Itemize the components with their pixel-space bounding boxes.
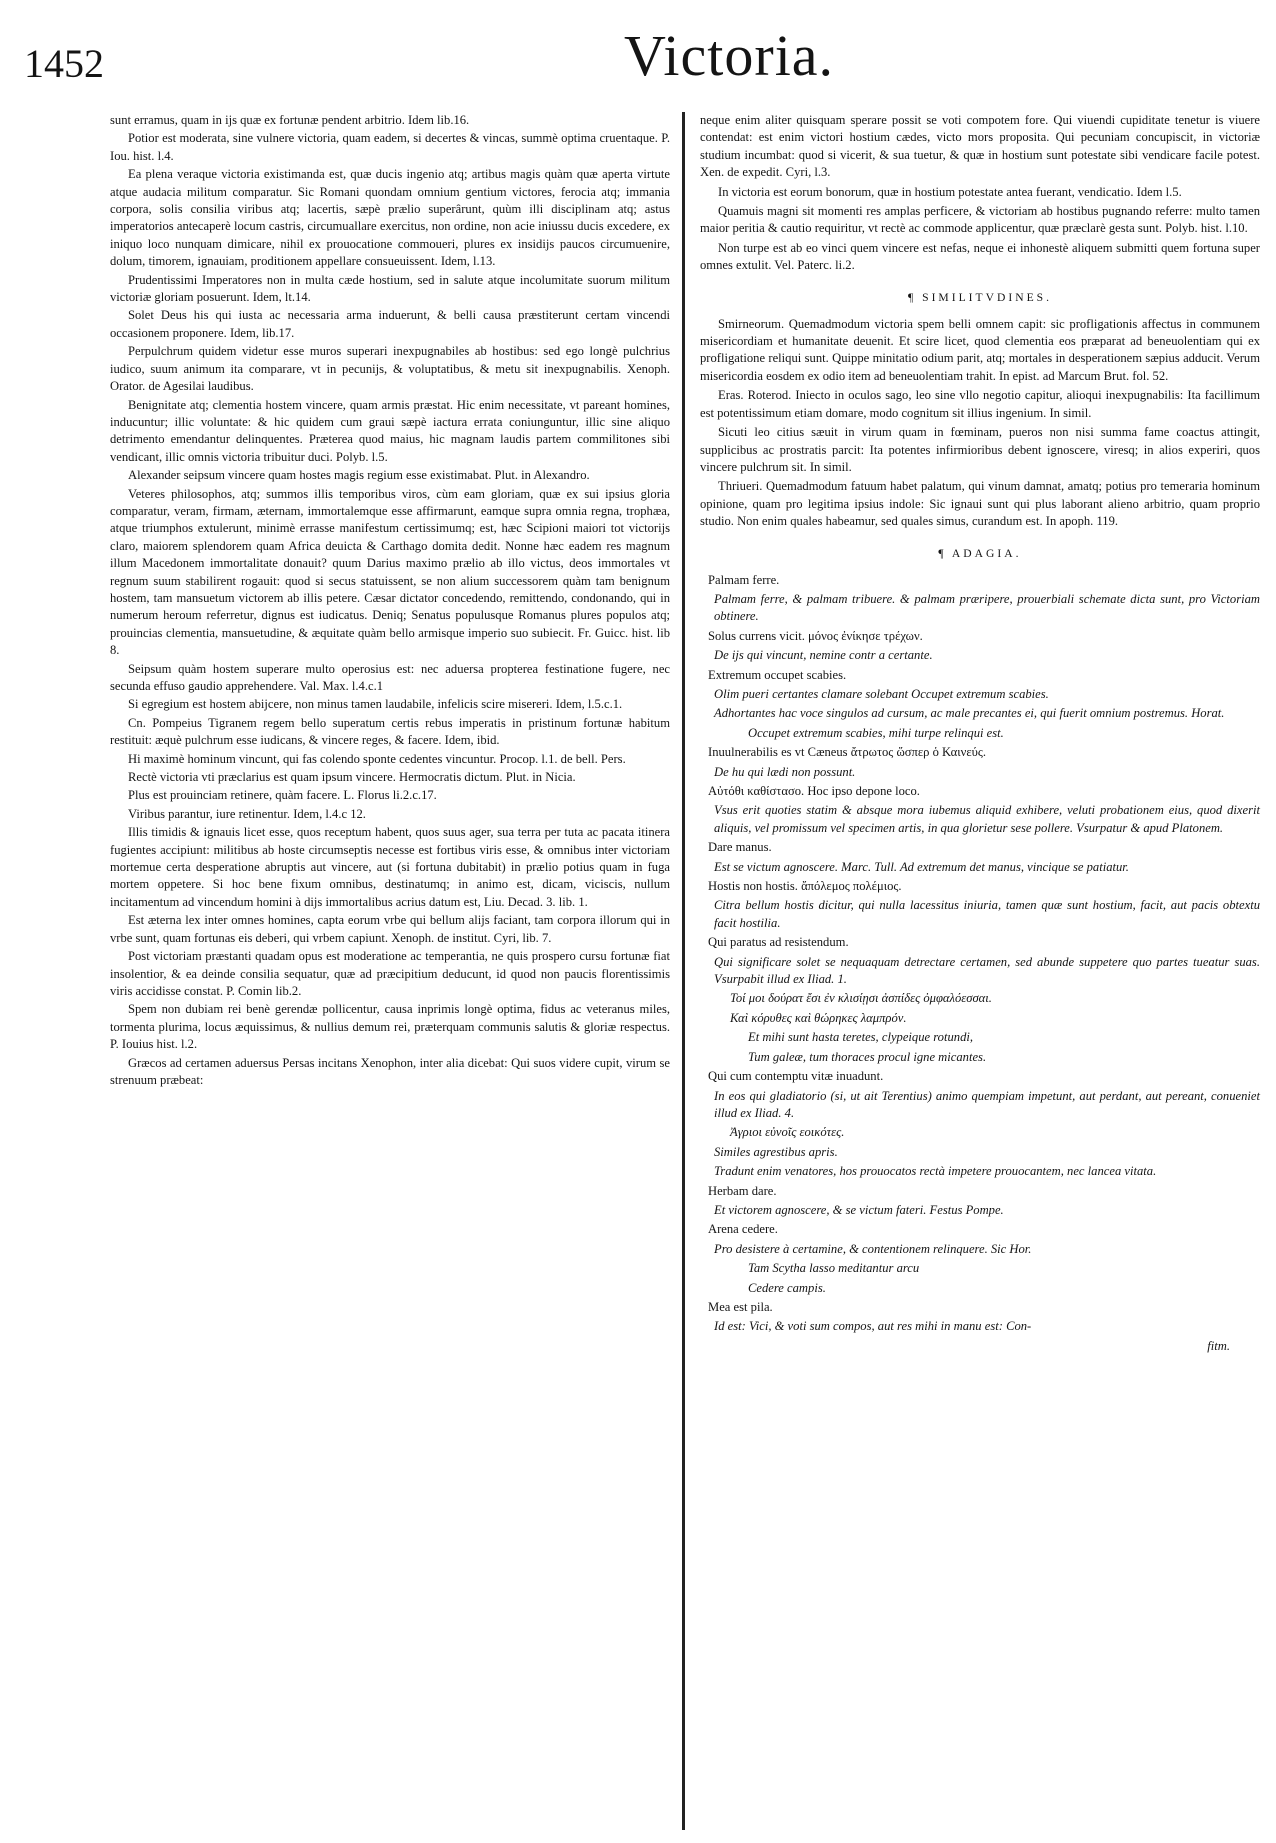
adage-quote: Tam Scytha lasso meditantur arcu (748, 1261, 920, 1276)
adage-quote: Tum galeæ, tum thoraces procul igne micantes. (748, 1049, 987, 1064)
left-paragraph: Si egregium est hostem abijcere, non minus tamen laudabile, infelicis scire misereri. Idem, l.5.c.1. (128, 697, 623, 712)
adage-entry: Qui cum contemptu vitæ inuadunt. (708, 1069, 884, 1084)
adage-explanation: Id est: Vici, & voti sum compos, aut res mihi in manu est: Con- (714, 1319, 1032, 1334)
adage-entry: Αὐτόθι καθίστασο. Hoc ipso depone loco. (708, 784, 920, 798)
adage-explanation: In eos qui gladiatorio (si, ut ait Terentius) animo quempiam impetunt, aut perdant, aut pereant, conueniet illud ex Iliad. 4. (714, 1088, 1260, 1120)
right-column (700, 112, 1260, 1355)
adage-entry: Palmam ferre. (708, 572, 780, 587)
left-paragraph: Spem non dubiam rei benè gerendæ pollicentur, causa inprimis longè optima, fidus ac veteranus miles, tormenta plurima, locus æquissimus, & nullius demum rei, præterquam communis salutis & gloriæ respectus. P. Iouius hist. l.2. (110, 1002, 670, 1052)
adage-quote: Et mihi sunt hasta teretes, clypeique rotundi, (748, 1030, 974, 1045)
page-signature: fitm. (1207, 1338, 1230, 1353)
left-paragraph: Prudentissimi Imperatores non in multa cæde hostium, sed in salute atque incolumitate suorum militum victoriæ gloriam posuerunt. Idem, lt.14. (110, 272, 670, 305)
adage-explanation: De ijs qui vincunt, nemine contr a certante. (714, 648, 933, 663)
adage-quote: Occupet extremum scabies, mihi turpe relinqui est. (748, 725, 1004, 740)
adagia-heading: ¶ ADAGIA. (938, 546, 1022, 560)
left-paragraph: Perpulchrum quidem videtur esse muros superari inexpugnabiles ab hostibus: sed ego longè pulchrius iudico, suum animum ita comparare, vt in pecunijs, & voluptatibus, & metu sit inexpugnabilis. Xenoph. Orator. de Agesilai laudibus. (110, 344, 670, 394)
adage-entry: Herbam dare. (708, 1183, 777, 1198)
left-paragraph: Græcos ad certamen aduersus Persas incitans Xenophon, inter alia dicebat: Qui suos videre cupit, virum se strenuum præbeat: (110, 1055, 670, 1087)
adage-quote: Τοί μοι δούρατ ἔσι ἐν κλισίῃσι ἀσπίδες ὀμφαλόεσσαι. (730, 991, 992, 1006)
adage-explanation: Est se victum agnoscere. Marc. Tull. Ad extremum det manus, vincique se patiatur. (714, 859, 1129, 874)
left-paragraph: Alexander seipsum vincere quam hostes magis regium esse existimabat. Plut. in Alexandro. (128, 468, 590, 483)
simile-paragraph: Eras. Roterod. Iniecto in oculos sago, leo sine vllo negotio capitur, alioqui inexpugnabilis: Ita facillimum est potentissimum etiam domare, modo cognitum sit illius ingenium. In simil. (700, 388, 1260, 420)
right-paragraph: In victoria est eorum bonorum, quæ in hostium potestate antea fuerant, vendicatio. Idem l.5. (718, 184, 1182, 199)
adage-quote: Ἀγριοι εὐνοῖς εοικότες. (730, 1125, 845, 1140)
left-paragraph: Hi maximè hominum vincunt, qui fas colendo sponte cedentes vincuntur. Procop. l.1. de bell. Pers. (128, 751, 626, 766)
simile-paragraph: Sicuti leo citius sæuit in virum quam in fœminam, pueros non nisi summa fame coactus attingit, supplicibus ac prostratis parcit: Ita potentes infirmioribus debent ignoscere, viresq; in alios experiri, quos vincere pulchrum sit. In simil. (700, 425, 1260, 474)
adage-quote: Καὶ κόρυθες καὶ θώρηκες λαμπρόν. (730, 1010, 907, 1025)
adagia-list (700, 572, 1260, 1336)
simile-paragraph: Smirneorum. Quemadmodum victoria spem belli omnem capit: sic profligationis affectus in communem misericordiam et humanitate deuenit. Et scire licet, quod clementia eos præparat ad beneuolentiam qui ex profligatione reliqui sunt. Quippe minitatio odium parit, atq; mortales in desperationem sæpius adducit. Verum misericordia eosdem ex odio item ad beneuolentiam trahit. In epist. ad Marcum Brut. fol. 52. (700, 316, 1260, 383)
left-paragraph: sunt erramus, quam in ijs quæ ex fortunæ pendent arbitrio. Idem lib.16. (110, 113, 470, 127)
adage-entry: Extremum occupet scabies. (708, 667, 847, 682)
left-paragraph: Est æterna lex inter omnes homines, capta eorum vrbe qui bellum alijs faciant, tam corpora illorum qui in vrbe sunt, quam fortunas eis deberi, qui vrbem capiunt. Xenoph. de institut. Cyri, lib. 7. (110, 913, 670, 945)
similitudines-heading: ¶ SIMILITVDINES. (907, 290, 1053, 304)
left-column (110, 112, 670, 1090)
adage-entry: Mea est pila. (708, 1299, 773, 1314)
adage-entry: Hostis non hostis. ἄπόλεμος πολέμιος. (708, 879, 902, 894)
adage-quote: Cedere campis. (748, 1280, 826, 1295)
left-paragraph: Benignitate atq; clementia hostem vincere, quam armis præstat. Hic enim necessitate, vt pareant homines, inducuntur; illic voluntate: & hic quidem cum graui sæpè iactura errata coniunguntur, illic sine aliquo detrimento emendantur delinquentes. Præterea quod maius, hic magnam laudis partem commilitones sibi vendicant, illic omnis victoria tribuitur duci. Polyb. l.5. (110, 397, 670, 464)
adage-explanation: Olim pueri certantes clamare solebant Occupet extremum scabies. (714, 686, 1049, 701)
adage-entry: Solus currens vicit. μόνος ἐνίκησε τρέχων. (708, 628, 923, 643)
left-paragraph: Viribus parantur, iure retinentur. Idem, l.4.c 12. (128, 806, 366, 821)
adage-explanation: Palmam ferre, & palmam tribuere. & palmam præripere, prouerbiali schemate dicta sunt, pro Victoriam obtinere. (714, 591, 1260, 624)
left-paragraph: Illis timidis & ignauis licet esse, quos receptum habent, quos suus ager, sua terra per tuta ac pacata itinera fugientes accipiunt: militibus ab hoste circumseptis necesse est fortibus viris esse, & omnibus inter victoriam mortemue certa desperatione abruptis aut vincere, aut (si fortuna dubitabit) in prælio potius quam in fuga mortem oppetere. Si hoc bene fixum omnibus, destinatumq; in animo est, dicam, viciscis, nullum incitamentum ad vincendum homini à dijs immortalibus acrius datum est, Liu. Decad. 3. lib. 1. (110, 825, 670, 909)
left-paragraph: Plus est prouinciam retinere, quàm facere. L. Florus li.2.c.17. (128, 788, 437, 803)
adage-explanation: Et victorem agnoscere, & se victum fateri. Festus Pompe. (714, 1202, 1004, 1217)
left-paragraph: Solet Deus his qui iusta ac necessaria arma induerunt, & belli causa præstiterunt certam vincendi occasionem proponere. Idem, lib.17. (110, 308, 670, 340)
left-paragraph: Veteres philosophos, atq; summos illis temporibus viros, cùm eam gloriam, quæ ex sui ipsius gloria comparatur, veram, firmam, æternam, immortalemque esse affirmarunt, eamque supra omnia regna, trophæa, atque triumphos extulerunt, minimè errasse manifestum certissimumq; est, hæc Scipioni maiori tot victorijs claro, maiorem splendorem quam Africa deuicta & Carthago domita dedit. Nonne hæc eadem res magnum illum Macedonem immortalitate donauit? quum Darius maximo prælio ab illo victus, deos immortales vt regnum suum stabilirent rogauit: quod si secus statuissent, se non alium successorem quàm tam benignum hostem, tam mansuetum victorem ab illis petere. Cæsar dictator concedendo, remittendo, condonando, qui in numerum heroum referretur, dignus est iudicatus. Deniq; Senatus populusque Romanus plures populos atq; prouincias clementia, mansuetudine, & æquitate quàm bello armisque imperio suo subiecit. Fr. Guicc. hist. lib 8. (110, 486, 670, 658)
running-head: Victoria. (624, 23, 835, 88)
adage-explanation: Qui significare solet se nequaquam detrectare certamen, sed abunde suppetere quo partes tueatur suas. Vsurpabit illud ex Iliad. 1. (714, 954, 1260, 987)
left-paragraph: Cn. Pompeius Tigranem regem bello superatum certis rebus imperatis in pristinum fortunæ habitum restituit: æquè pulchrum esse iudicans, & vincere reges, & facere. Idem, ibid. (110, 715, 670, 748)
left-paragraph: Post victoriam præstanti quadam opus est moderatione ac temperantia, ne quis prospero cursu fortunæ fiat insolentior, & ea deinde consilia sequatur, quæ ad præcipitium deducunt, id quod non paucis florentissimis viris accidisse constat. P. Comin lib.2. (110, 949, 670, 998)
right-paragraph: Quamuis magni sit momenti res amplas perficere, & victoriam ab hostibus pugnando referre: multo tamen maior peritia & cautio requiritur, vt rectè ac commode applicentur, quæ præclarè gesta sunt. Polyb. hist. l.10. (700, 204, 1260, 236)
adage-explanation: Citra bellum hostis dicitur, qui nulla lacessitus iniuria, tamen quæ sunt hostium, facit, aut pacis obtextu facit hostilia. (714, 898, 1260, 930)
adage-entry: Dare manus. (708, 840, 772, 855)
adage-explanation: Tradunt enim venatores, hos prouocatos rectà impetere prouocantem, nec lancea vitata. (714, 1164, 1157, 1179)
right-paragraph: neque enim aliter quisquam sperare possit se voti compotem fore. Qui viuendi cupiditate tenetur is viuere contendat: est enim victori hostium cædes, victo mors proposita. Qui pecuniam concupiscit, in victoriæ studium incumbat: quod si vicerit, & sua tuetur, & quæ in hostium sunt potestate sibi vendicare facile potest. Xen. de expedit. Cyri, l.3. (700, 113, 1260, 180)
adage-explanation: Pro desistere à certamine, & contentionem relinquere. Sic Hor. (714, 1241, 1032, 1256)
adage-entry: Arena cedere. (708, 1222, 778, 1237)
left-paragraph: Ea plena veraque victoria existimanda est, quæ ducis ingenio atq; artibus magis quàm quæ aperta virtute atque audacia militum comparatur. Sic Romani quondam omnium gentium victores, ferocia atq; immania corpora, solis consilia viribus atq; lacertis, sæpè prælio superârunt, quùm illi disciplinam atq; astus imperatorios antecaperè locum castris, circumuallare exercitus, non ordine, non acie iniussu ducis excedere, ex iniquo loco nunquam dimicare, nihil ex prouocatione commoueri, plures ex insidijs paucos circumuenire, dolum, timorem, ignauiam, proditionem appellare consueuissent. Idem, l.13. (110, 167, 670, 269)
simile-paragraph: Thriueri. Quemadmodum fatuum habet palatum, qui vinum damnat, amatq; potius pro temeraria hominum opinione, quam pro legitima ipsius indole: Sic ignaui sunt qui plus laborant alieno arbitrio, quam proprio studio. Non enim quales habeamur, sed quales simus, curandum est. In apoph. 119. (700, 479, 1260, 529)
left-paragraph: Seipsum quàm hostem superare multo operosius est: nec aduersa propterea festinatione fugere, nec secunda effuso gaudio apprehendere. Val. Max. l.4.c.1 (110, 661, 670, 693)
adage-explanation: Similes agrestibus apris. (714, 1144, 838, 1159)
left-paragraph: Rectè victoria vti præclarius est quam ipsum vincere. Hermocratis dictum. Plut. in Nicia. (128, 770, 576, 785)
column-rule (682, 112, 685, 1830)
page-number: 1452 (24, 41, 104, 86)
right-paragraph: Non turpe est ab eo vinci quem vincere est nefas, neque ei inhonestè aliquem submitti quem fortuna super omnes extulit. Vel. Paterc. li.2. (700, 240, 1260, 273)
adage-explanation: Vsus erit quoties statim & absque mora iubemus aliquid exhibere, veluti probationem eius, quod dixerit aliquis, vel promissum vel specimen artis, in qua glorietur sese pollere. Vsurpatur & apud Platonem. (714, 803, 1260, 835)
adage-entry: Inuulnerabilis es vt Cæneus ἄτρωτος ὥσπερ ὁ Καινεύς. (708, 745, 987, 760)
left-paragraph: Potior est moderata, sine vulnere victoria, quam eadem, si decertes & vincas, summè optima cruentaque. P. Iou. hist. l.4. (110, 131, 670, 163)
adage-explanation: Adhortantes hac voce singulos ad cursum, ac male precantes ei, qui fuerit omnium postremus. Horat. (714, 706, 1225, 721)
adage-entry: Qui paratus ad resistendum. (708, 935, 849, 950)
adage-explanation: De hu qui lædi non possunt. (714, 764, 856, 779)
